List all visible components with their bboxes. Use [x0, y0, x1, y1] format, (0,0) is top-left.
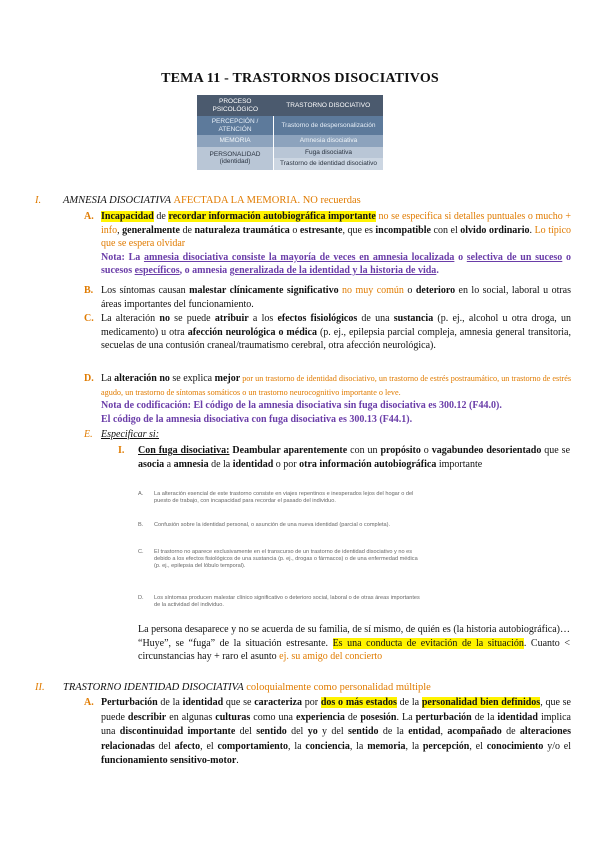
text-span: . [236, 755, 239, 766]
item-marker: B. [84, 285, 94, 296]
text-span: de [153, 211, 169, 222]
text-span: conciencia [305, 740, 350, 752]
text-span: de la [208, 458, 233, 470]
excerpt-letter: A. [138, 491, 144, 497]
text-span: o [454, 251, 467, 263]
section-title: TRASTORNO IDENTIDAD DISOCIATIVA [63, 682, 244, 693]
text-span: por un trastorno de identidad disociativo, un trastorno de estrés postraumático, un trastorno de estrés agudo, un trastorno de síntomas somáticos o un trastorno neurocognitivo importante o leve. [101, 374, 572, 397]
text-span: malestar clínicamente significativo [189, 285, 339, 296]
text-span: . La [396, 711, 416, 723]
excerpt-letter: B. [138, 522, 144, 528]
text-span: de [344, 711, 361, 723]
text-span: no [159, 313, 170, 324]
text-span: o [289, 224, 300, 236]
text-span: naturaleza traumática [194, 224, 290, 236]
text-span: memoria [367, 740, 406, 752]
criterion-a [101, 210, 571, 278]
text-span: se puede [169, 313, 215, 324]
item-marker: E. [84, 429, 93, 440]
section-note: coloquialmente como personalidad múltiple [243, 682, 431, 693]
text-span: de [501, 726, 520, 737]
table-row [197, 116, 383, 135]
text-span: o sucesos [101, 251, 572, 276]
section-number: II. [35, 682, 45, 693]
text-span: de la [157, 697, 183, 708]
text-span: . Cuanto < circunstancias hay + raro el asunto [138, 637, 570, 662]
table-cell: Trastorno de despersonalización [274, 116, 384, 135]
text-span: del [235, 726, 257, 737]
dsm-excerpt [138, 485, 423, 621]
text-span: ej. su amigo del concierto [279, 651, 383, 662]
text-span: afección neurológica o médica [187, 326, 317, 338]
text-span: , la [349, 740, 368, 752]
section-title: AMNESIA DISOCIATIVA [63, 195, 171, 206]
excerpt-text: Los síntomas producen malestar clínico significativo o deterioro social, laboral o de otras áreas importantes de la actividad del individuo. [154, 595, 420, 609]
text-span: , el [469, 740, 487, 752]
text-span: generalizada de la identidad y la historia de vida [229, 265, 437, 276]
text-span: y del [317, 726, 348, 737]
text-span: asocia [138, 458, 165, 470]
text-span: recordar información autobiográfica importante [168, 211, 376, 222]
table-row [197, 135, 383, 147]
criterion-e [101, 428, 571, 442]
text-span: sentido [256, 726, 287, 737]
text-span: , la [288, 740, 306, 752]
text-span: Con fuga disociativa: [138, 445, 230, 456]
text-span: entidad [408, 726, 441, 737]
text-span: , [117, 224, 123, 236]
table-cell: PERCEPCIÓN / ATENCIÓN [197, 116, 274, 135]
excerpt-text: El trastorno no aparece exclusivamente en el transcurso de un trastorno de identidad disociativo y no es debido a los efectos fisiológicos de una sustancia (p. ej., drogas o fármacos) o de una enfermedad médica (p. ej., epilepsia del lóbulo temporal). [154, 549, 418, 570]
text-span: en lo social, laboral u otras áreas importantes del funcionamiento. [101, 285, 572, 310]
text-span: no se especifica si detalles puntuales o mucho + info [101, 211, 571, 236]
text-span: (p. ej., epilepsia parcial compleja, amnesia general transitoria, secuelas de una contusión craneal/traumatismo cerebral, otra afección neurológica). [101, 326, 571, 351]
text-span: se explica [169, 373, 215, 384]
text-span: mejor [214, 373, 241, 384]
text-span: identidad [232, 458, 274, 470]
section-heading [35, 194, 361, 208]
text-span: Nota de codificación: El código de la amnesia disociativa sin fuga disociativa es 300.12 (F44.0). [101, 400, 502, 411]
section-heading [35, 681, 431, 695]
text-span: personalidad bien definidos [421, 697, 541, 708]
table-header: TRASTORNO DISOCIATIVO [274, 95, 384, 116]
text-span: específicos [134, 265, 180, 276]
item-marker: A. [84, 697, 94, 708]
text-span: caracteriza [254, 697, 302, 708]
text-span: con un [347, 445, 381, 456]
fuga-definition [138, 444, 570, 471]
text-span: sentido [347, 726, 379, 737]
text-span: a los [248, 313, 278, 324]
text-span: o [403, 285, 416, 296]
text-span: incompatible [375, 224, 431, 236]
text-span: (p. ej., alcohol u otra droga, un medicamento) u otra [101, 313, 571, 338]
excerpt-letter: C. [138, 549, 144, 555]
text-span: o por [273, 458, 300, 470]
text-span: a [164, 458, 174, 470]
text-span: del [286, 726, 308, 737]
text-span: de la [471, 711, 498, 723]
text-span: otra información autobiográfica [299, 458, 437, 470]
text-span: percepción [422, 740, 470, 752]
fuga-explanation [138, 623, 570, 664]
sub-number: I. [118, 445, 125, 456]
item-marker: A. [84, 211, 94, 222]
text-span: del [154, 740, 175, 752]
text-span: alteraciones relacionadas [101, 726, 571, 752]
table-header: PROCESO PSICOLÓGICO [197, 95, 274, 116]
table-cell: PERSONALIDAD (identidad) [197, 147, 274, 170]
excerpt-text: La alteración esencial de este trastorno consiste en viajes repentinos e inesperados lejos del hogar o del puesto de trabajo, con incapacidad para recordar el pasado del individuo. [154, 491, 414, 505]
text-span: y/o el [543, 740, 572, 752]
text-span: selectiva de un suceso [466, 251, 563, 263]
tid-criterion-a [101, 696, 571, 769]
text-span: como una [250, 711, 296, 723]
text-span: Los síntomas causan [101, 285, 190, 296]
table-row [197, 147, 383, 159]
text-span: amnesia [173, 458, 209, 470]
text-span: que se [223, 697, 255, 708]
text-span: yo [307, 726, 318, 737]
text-span: , el [200, 740, 218, 752]
text-span: sustancia [393, 313, 434, 324]
text-span: Lo típico que se espera olvidar [101, 224, 572, 249]
text-span: comportamiento [217, 740, 289, 752]
text-span: afecto [174, 740, 201, 752]
text-span: funcionamiento sensitivo-motor [101, 755, 237, 766]
text-span: La persona desaparece y no se acuerda de su familia, de sí mismo, de quién es (la historia autobiográfica)… “Huye”, se “fuga” de la situación estresante. [138, 624, 570, 649]
text-span: de la [396, 697, 422, 708]
text-span: . [436, 265, 439, 276]
text-span: , que se puede [101, 697, 571, 723]
text-span: de [179, 224, 195, 236]
text-span: amnesia disociativa consiste la mayoría de veces en amnesia localizada [143, 251, 455, 263]
text-span: identidad [497, 711, 538, 723]
text-span: Deambular aparentemente [232, 445, 348, 456]
text-span: Incapacidad [101, 211, 154, 222]
text-span: con el [430, 224, 461, 236]
page-title: TEMA 11 - TRASTORNOS DISOCIATIVOS [161, 71, 439, 86]
text-span: atribuir [214, 313, 249, 324]
text-span: implica una [101, 711, 571, 737]
text-span: Especificar si: [101, 429, 160, 440]
text-span: , que es [342, 224, 376, 236]
text-span: conocimiento [486, 740, 544, 752]
text-span: o [420, 445, 432, 456]
text-span: deterioro [415, 285, 456, 296]
text-span: perturbación [415, 711, 472, 723]
text-span: que se [541, 445, 571, 456]
process-table [197, 95, 383, 170]
criterion-b [101, 284, 571, 311]
text-span: de la [378, 726, 409, 737]
text-span: La [101, 373, 115, 384]
text-span: olvido ordinario [460, 224, 530, 236]
text-span: Nota: La [101, 251, 144, 263]
text-span: en algunas [166, 711, 216, 723]
text-span: alteración no [114, 373, 170, 384]
text-span: culturas [215, 711, 251, 723]
excerpt-letter: D. [138, 595, 144, 601]
text-span: , o amnesia [179, 265, 230, 276]
text-span: dos o más estados [320, 697, 397, 708]
text-span: La alteración [101, 313, 160, 324]
text-span: Es una conducta de evitación de la situación [332, 637, 524, 649]
text-span: , [440, 726, 448, 737]
text-span: vagabundeo desorientado [431, 445, 542, 456]
text-span: no muy común [338, 285, 404, 296]
criterion-d [101, 372, 571, 426]
table-cell: Amnesia disociativa [274, 135, 384, 147]
text-span: . [529, 224, 535, 236]
text-span: El código de la amnesia disociativa con fuga disociativa es 300.13 (F44.1). [101, 413, 413, 425]
item-marker: D. [84, 373, 94, 384]
text-span: acompañado [447, 726, 502, 737]
text-span: generalmente [122, 224, 180, 236]
table-cell: Trastorno de identidad disociativo [274, 158, 384, 170]
section-note: AFECTADA LA MEMORIA. NO recuerdas [173, 195, 361, 206]
text-span: Perturbación [101, 697, 158, 708]
text-span: posesión [360, 711, 397, 723]
text-span: de una [357, 313, 394, 324]
excerpt-text: Confusión sobre la identidad personal, o asunción de una nueva identidad (parcial o completa). [154, 522, 391, 528]
section-number: I. [35, 195, 42, 206]
table-cell: Fuga disociativa [274, 147, 384, 159]
text-span: , la [405, 740, 423, 752]
text-span: importante [436, 458, 483, 470]
criterion-c [101, 312, 571, 353]
text-span: discontinuidad importante [119, 726, 236, 737]
text-span: experiencia [296, 711, 345, 723]
text-span: efectos fisiológicos [277, 313, 358, 324]
text-span: describir [127, 711, 167, 723]
text-span: estresante [299, 224, 343, 236]
item-marker: C. [84, 313, 94, 324]
text-span: propósito [380, 445, 421, 456]
table-cell: MEMORIA [197, 135, 274, 147]
text-span: identidad [182, 697, 224, 708]
text-span: por [301, 697, 321, 708]
